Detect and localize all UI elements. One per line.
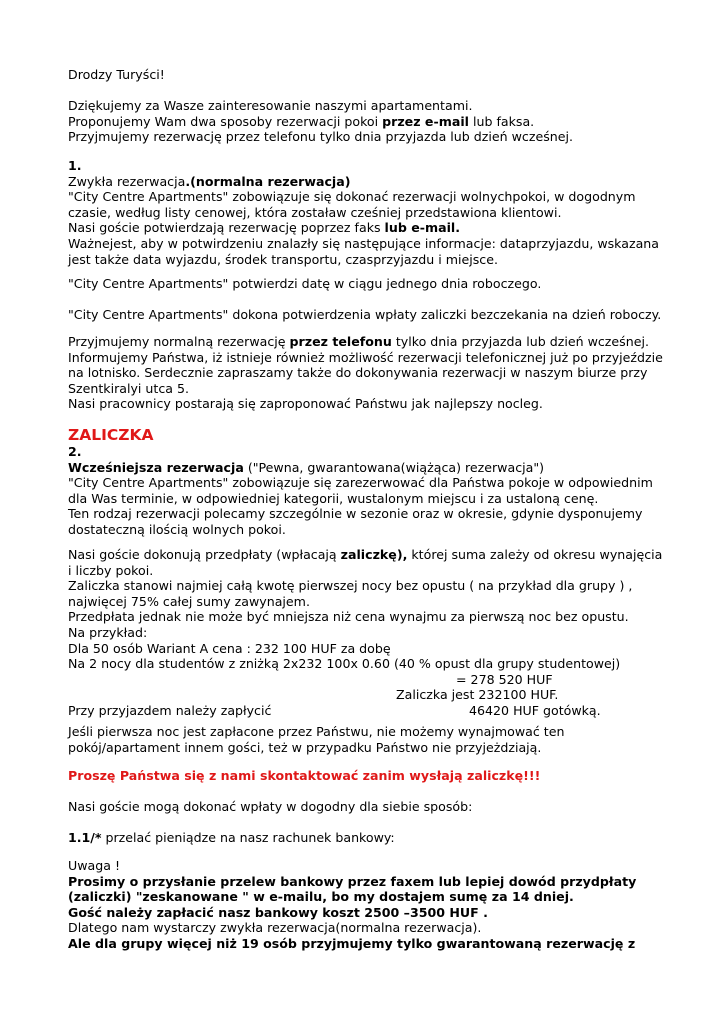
deposit-confirmation-note: "City Centre Apartments" dokona potwierdzenia wpłaty zaliczki bezczekania na dzień roboczy. <box>68 307 662 322</box>
prepayment-paragraph: Nasi goście dokonują przedpłaty (wpłacają zaliczkę), której suma zależy od okresu wynajęcia i liczby pokoi. Zaliczka stanowi najmiej całą kwotę pierwszej nocy bez opustu ( na przykład dla grupy ) , najwięcej 75% całej sumy zawynajem. Przedpłata jednak nie może być mniejsza niż cena wynajmu za pierwszą noc bez opustu. Na przykład: Dla 50 osób Wariant A cena : 232 100 HUF za dobę Na 2 nocy dla studentów z zniżką 2x232 100x 0.60 (40 % opust dla grupy studentowej) = 278 520 HUF Zaliczka jest 232100 HUF. Przy przyjazdem należy zapłycić 46420 HUF gotówką. <box>68 547 663 718</box>
deposit-heading: ZALICZKA <box>68 426 154 444</box>
bank-transfer-method: 1.1/* przelać pieniądze na nasz rachunek bankowy: <box>68 830 395 845</box>
intro-paragraph: Dziękujemy za Wasze zainteresowanie naszymi apartamentami. Proponujemy Wam dwa sposoby rezerwacji pokoi przez e-mail lub faksa. Przyjmujemy rezerwację przez telefonu tylko dnia przyjazda lub dzień wcześnej. <box>68 98 573 145</box>
greeting: Drodzy Turyści! <box>68 67 165 82</box>
section-2-guaranteed-reservation: 2. Wcześniejsza rezerwacja ("Pewna, gwarantowana(wiążąca) rezerwacja") "City Centre Apartments" zobowiązuje się zarezerwować dla Państwa pokoje w odpowiednim dla Was terminie, w odpowiedniej kategorii, wustalonym miejscu i za ustaloną cenę. Ten rodzaj rezerwacji polecamy szczególnie w sezonie oraz w okresie, gdynie dysponujemy dostateczną ilością wolnych pokoi. <box>68 444 653 537</box>
contact-warning: Proszę Państwa się z nami skontaktować zanim wysłają zaliczkę!!! <box>68 768 541 783</box>
confirmation-note: "City Centre Apartments" potwierdzi datę w ciągu jednego dnia roboczego. <box>68 276 542 291</box>
phone-reservation-paragraph: Przyjmujemy normalną rezerwację przez telefonu tylko dnia przyjazda lub dzień wcześnej. Informujemy Państwa, iż istnieje również możliwość rezerwacji telefonicznej już po przyjeździe na lotnisko. Serdecznie zapraszamy także do dokonywania rezerwacji w naszym biurze przy Szentkiralyi utca 5. Nasi pracownicy postarają się zaproponować Państwu jak najlepszy nocleg. <box>68 334 663 412</box>
no-show-paragraph: Jeśli pierwsza noc jest zapłacone przez Państwu, nie możemy wynajmować ten pokój/apartament innem gości, też w przypadku Państwo nie przyjeżdziają. <box>68 724 565 755</box>
attention-note: Uwaga ! Prosimy o przysłanie przelew bankowy przez faxem lub lepiej dowód przydpłaty (zaliczki) "zeskanowane " w e-mailu, bo my dostajem sumę za 14 dniej. Gość należy zapłacić nasz bankowy koszt 2500 –3500 HUF . Dlatego nam wystarczy zwykła rezerwacja(normalna rezerwacja). Ale dla grupy więcej niż 19 osób przyjmujemy tylko gwarantowaną rezerwację z <box>68 858 637 951</box>
section-1-normal-reservation: 1. Zwykła rezerwacja.(normalna rezerwacja) "City Centre Apartments" zobowiązuje się dokonać rezerwacji wolnychpokoi, w dogodnym czasie, według listy cenowej, która zostaław cześniej przedstawiona klientowi. Nasi goście potwierdzają rezerwację poprzez faks lub e-mail. Ważnejest, aby w potwirdzeniu znalazły się następujące informacje: dataprzyjazdu, wskazana jest także data wyjazdu, środek transportu, czasprzyjazdu i miejsce. <box>68 158 660 267</box>
payment-methods-intro: Nasi goście mogą dokonać wpłaty w dogodny dla siebie sposób: <box>68 799 473 814</box>
